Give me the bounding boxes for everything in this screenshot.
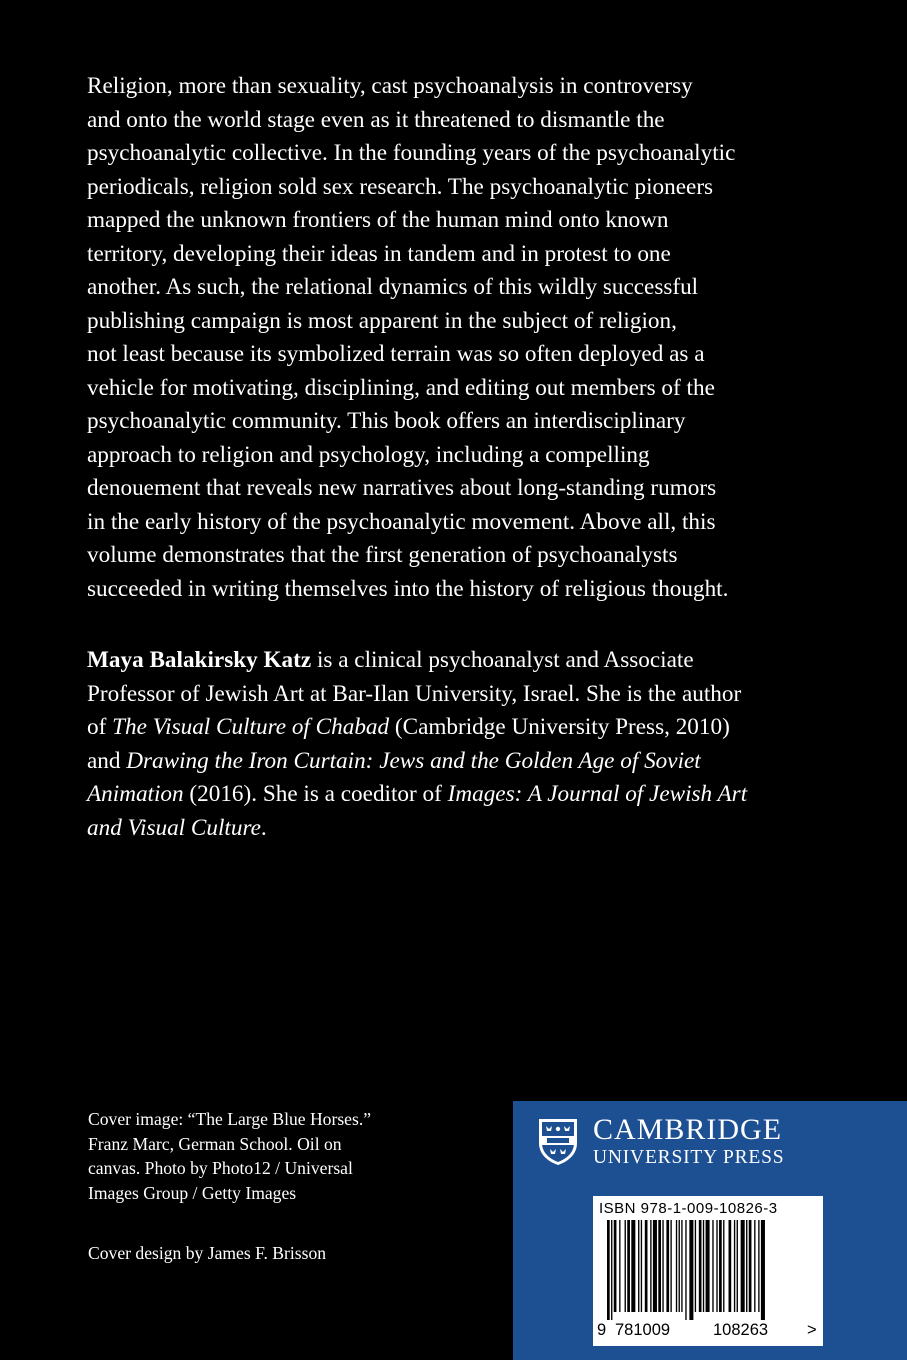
barcode-bar — [614, 1220, 617, 1312]
barcode-bar — [723, 1220, 724, 1312]
description-line: mapped the unknown frontiers of the human mind onto known — [87, 207, 669, 233]
barcode-bar — [712, 1220, 713, 1312]
cover-design-credit: Cover design by James F. Brisson — [88, 1243, 327, 1263]
barcode-bar — [662, 1220, 663, 1312]
barcode-bar — [631, 1220, 635, 1312]
cover-image-credit — [88, 1107, 371, 1206]
barcode-bar — [638, 1220, 639, 1312]
author-biography: Maya Balakirsky Katz is a clinical psychoanalyst and Associate Professor of Jewish Art at Bar-Ilan University, Israel. She is the author of The Visual Culture of Chabad (Cambridge University Press, 2010) and Drawing the Iron Curtain: Jews and the Golden Age of Soviet Animation (2016). She is a coeditor of Images: A Journal of Jewish Art and Visual Culture. — [87, 647, 748, 841]
barcode-bar — [658, 1220, 661, 1312]
barcode-bar — [695, 1220, 696, 1312]
description-line: vehicle for motivating, disciplining, and editing out members of the — [87, 374, 715, 401]
description-line: and onto the world stage even as it threatened to dismantle the — [87, 106, 665, 133]
barcode-bar — [737, 1220, 738, 1312]
barcode-bar — [645, 1220, 648, 1312]
book-title-iron-curtain: Drawing the Iron Curtain: Jews and the Golden Age of Soviet — [126, 747, 701, 774]
description-line: psychoanalytic community. This book offers an interdisciplinary — [87, 408, 686, 434]
barcode-bar — [619, 1220, 620, 1312]
book-title-chabad: The Visual Culture of Chabad — [112, 714, 390, 740]
description-line: publishing campaign is most apparent in the subject of religion, — [87, 307, 677, 334]
isbn-barcode — [593, 1196, 823, 1346]
credit-line: Franz Marc, German School. Oil on — [88, 1133, 342, 1154]
credit-line: Images Group / Getty Images — [88, 1183, 297, 1204]
description-line: psychoanalytic collective. In the founding years of the psychoanalytic — [87, 140, 736, 166]
publisher-panel — [513, 1101, 907, 1360]
description-line: in the early history of the psychoanalytic movement. Above all, this — [87, 508, 716, 535]
description-line: territory, developing their ideas in tandem and in protest to one — [87, 240, 671, 267]
description-line: volume demonstrates that the first generation of psychoanalysts — [87, 542, 678, 568]
barcode-bar — [681, 1220, 682, 1312]
barcode-bar — [627, 1220, 630, 1312]
ean-right-group: 108263 — [713, 1321, 769, 1339]
ean-left-group: 781009 — [615, 1321, 671, 1339]
barcode-bar — [676, 1220, 677, 1312]
description-line: Religion, more than sexuality, cast psychoanalysis in controversy — [87, 73, 693, 99]
barcode-bar — [754, 1220, 755, 1312]
barcode-bar — [607, 1220, 610, 1320]
credit-line: canvas. Photo by Photo12 / Universal — [88, 1158, 353, 1179]
barcode-bar — [706, 1220, 710, 1312]
barcode-bar — [703, 1220, 704, 1312]
barcode-bar — [679, 1220, 680, 1312]
description-line: denouement that reveals new narratives about long-standing rumors — [87, 475, 717, 501]
barcode-bar — [625, 1220, 626, 1312]
cambridge-shield-icon — [537, 1117, 579, 1167]
barcode-bar — [741, 1220, 745, 1312]
barcode-bar — [689, 1220, 693, 1320]
credit-line: Cover image: “The Large Blue Horses.” — [88, 1109, 372, 1129]
barcode-bar — [749, 1220, 752, 1312]
publisher-name: CAMBRIDGE UNIVERSITY PRESS — [593, 1113, 785, 1168]
isbn-label: ISBN 978-1-009-10826-3 — [599, 1200, 778, 1217]
barcode-bar — [729, 1220, 732, 1312]
barcode-bar — [734, 1220, 735, 1312]
barcode-bar — [716, 1220, 717, 1312]
journal-title: Images: A Journal of Jewish Art — [447, 781, 748, 807]
barcode-bar — [719, 1220, 722, 1312]
barcode-bars — [599, 1220, 817, 1320]
barcode-bar — [641, 1220, 642, 1312]
book-description — [87, 70, 837, 606]
description-line: another. As such, the relational dynamics of this wildly successful — [87, 274, 699, 300]
barcode-bar — [611, 1220, 612, 1320]
barcode-bar — [653, 1220, 657, 1312]
barcode-bar — [670, 1220, 671, 1312]
barcode-bar — [758, 1220, 759, 1312]
author-name: Maya Balakirsky Katz — [87, 647, 312, 673]
barcode-bar — [746, 1220, 747, 1312]
barcode-bar — [666, 1220, 669, 1312]
barcode-bar — [761, 1220, 765, 1320]
barcode-bar — [685, 1220, 686, 1320]
publisher-logo — [537, 1115, 784, 1169]
description-line: not least because its symbolized terrain was so often deployed as a — [87, 341, 705, 367]
description-line: succeeded in writing themselves into the history of religious thought. — [87, 575, 729, 602]
barcode-bar — [699, 1220, 702, 1312]
description-line: periodicals, religion sold sex research. The psychoanalytic pioneers — [87, 173, 714, 200]
ean-quiet-zone-mark: > — [807, 1321, 817, 1339]
description-line: approach to religion and psychology, including a compelling — [87, 441, 650, 468]
ean-first-digit: 9 — [597, 1321, 607, 1339]
barcode-bar — [650, 1220, 651, 1312]
